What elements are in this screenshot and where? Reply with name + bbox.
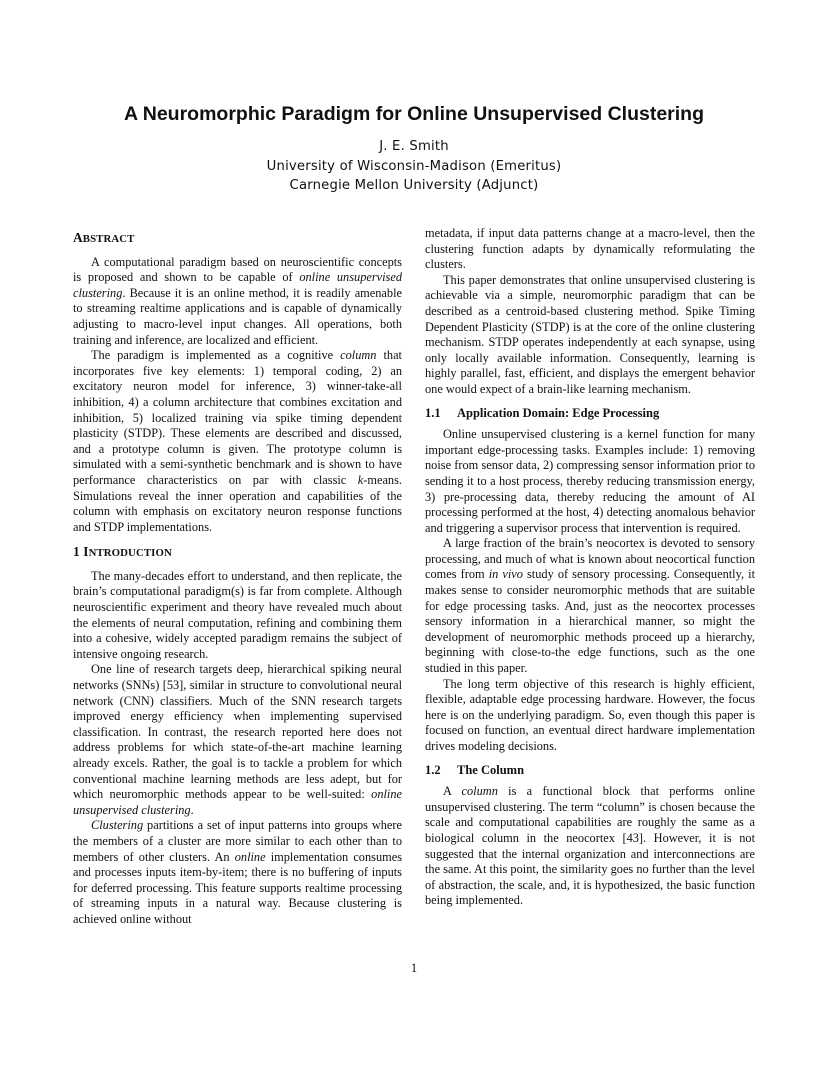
author-name: J. E. Smith	[379, 139, 449, 154]
paragraph-column: A column is a functional block that performs online unsupervised clustering. The term “column” is chosen because the scale and computational capabilities are roughly the same as a biological column in the neocortex [43]. However, it is not suggested that the internal organization and interconnections are the same. At this point, the similarity goes no further than the level of abstraction, the scale, and, it is hypothesized, the basic function being implemented.	[425, 784, 755, 908]
author-block	[0, 137, 828, 196]
left-column	[73, 224, 402, 928]
continued-paragraph: metadata, if input data patterns change at a macro-level, then the clustering function adapts by dynamically reformulating the clusters.	[425, 226, 755, 272]
intro-paragraph-1: The many-decades effort to understand, and then replicate, the brain’s computational paradigm(s) is far from complete. Although neuroscientific experiment and theory have revealed much about the elements of neural computation, refining and combining them into a cohesive, widely accepted paradigm remains the subject of intensive ongoing research.	[73, 568, 402, 661]
paragraph-edge-processing: Online unsupervised clustering is a kernel function for many important edge-processing tasks. Examples include: 1) removing noise from sensor data, 2) compressing sensor information prior to sending it to a host process, thereby reducing transmission energy, 3) pre-processing data, thereby reducing the amount of AI processing performed at the host, 4) detecting anomalous behavior and triggering a supervisor process that intervention is required.	[425, 427, 755, 535]
paragraph-stdp: This paper demonstrates that online unsupervised clustering is achievable via a simple, neuromorphic paradigm that can be described as a centroid-based clustering method. Spike Timing Dependent Plasticity (STDP) is at the core of the online clustering mechanism. STDP operates independently at each synapse, using only locally available information. Consequently, learning is highly parallel, fast, efficient, and displays the emergent behavior one would expect of a brain-like learning mechanism.	[425, 272, 755, 396]
intro-paragraph-3: Clustering partitions a set of input patterns into groups where the members of a cluster are more similar to each other than to members of other clusters. An online implementation consumes and processes inputs item-by-item; there is no buffering of inputs for deferred processing. This feature supports realtime processing of streaming inputs in a natural way. Because clustering is achieved online without	[73, 818, 403, 926]
paper-title: A Neuromorphic Paradigm for Online Unsupervised Clustering	[123, 103, 705, 125]
paragraph-neocortex: A large fraction of the brain’s neocortex is devoted to sensory processing, and much of what is known about neocortical function comes from in vivo study of sensory processing. Consequently, it makes sense to consider neuromorphic methods that are suitable for edge processing tasks. And, just as the neocortex processes sensory information in a hierarchical manner, so might the development of neuromorphic methods proceed up a hierarchy, beginning with close-to-the edge functions, such as the one studied in this paper.	[425, 536, 756, 676]
abstract-paragraph-2: The paradigm is implemented as a cognitive column that incorporates five key elements: 1) temporal coding, 2) an excitatory neuron model for inference, 3) winner-take-all inhibition, 4) a column architecture that combines excitation and inhibition, 5) localized training via spike timing dependent plasticity (STDP). These elements are described and discussed, and a prototype column is given. The prototype column is simulated with a semi-synthetic benchmark and is shown to have performance characteristics on par with classic k-means. Simulations reveal the inner operation and capabilities of the column with emphasis on excitatory neuron response functions and STDP implementations.	[73, 348, 402, 534]
right-column	[425, 226, 755, 909]
subsection-heading-1-1: 1.1 Application Domain: Edge Processing	[425, 405, 660, 420]
subsection-heading-1-2: 1.2 The Column	[425, 762, 525, 777]
abstract-heading: ABSTRACT	[73, 230, 135, 245]
introduction-heading: 1 INTRODUCTION	[73, 544, 172, 560]
affiliation-1: University of Wisconsin-Madison (Emeritus)	[266, 158, 562, 174]
intro-paragraph-2: One line of research targets deep, hierarchical spiking neural networks (SNNs) [53], similar in structure to convolutional neural network (CNN) classifiers. Much of the SNN research targets improved energy efficiency when implementing supervised classification. In contrast, the research reported here does not address problems for which state-of-the-art machine learning already excels. Rather, the goal is to tackle a problem for which conventional machine learning methods are less adept, but for which neuromorphic methods appear to be well-suited: online unsupervised clustering.	[73, 662, 402, 817]
paragraph-long-term: The long term objective of this research is highly efficient, flexible, adaptable edge processing hardware. However, the focus here is on the underlying paradigm. So, even though this paper is focused on function, an eventual direct hardware implementation drives modeling decisions.	[425, 676, 755, 753]
page-number: 1	[410, 961, 418, 975]
abstract-paragraph-1: A computational paradigm based on neuroscientific concepts is proposed and shown to be capable of online unsupervised clustering. Because it is an online method, it is readily amenable to streaming realtime applications and is capable of dynamically adjusting to macro-level input changes. All operations, both training and inference, are localized and efficient.	[73, 254, 403, 347]
affiliation-2: Carnegie Mellon University (Adjunct)	[289, 178, 539, 193]
